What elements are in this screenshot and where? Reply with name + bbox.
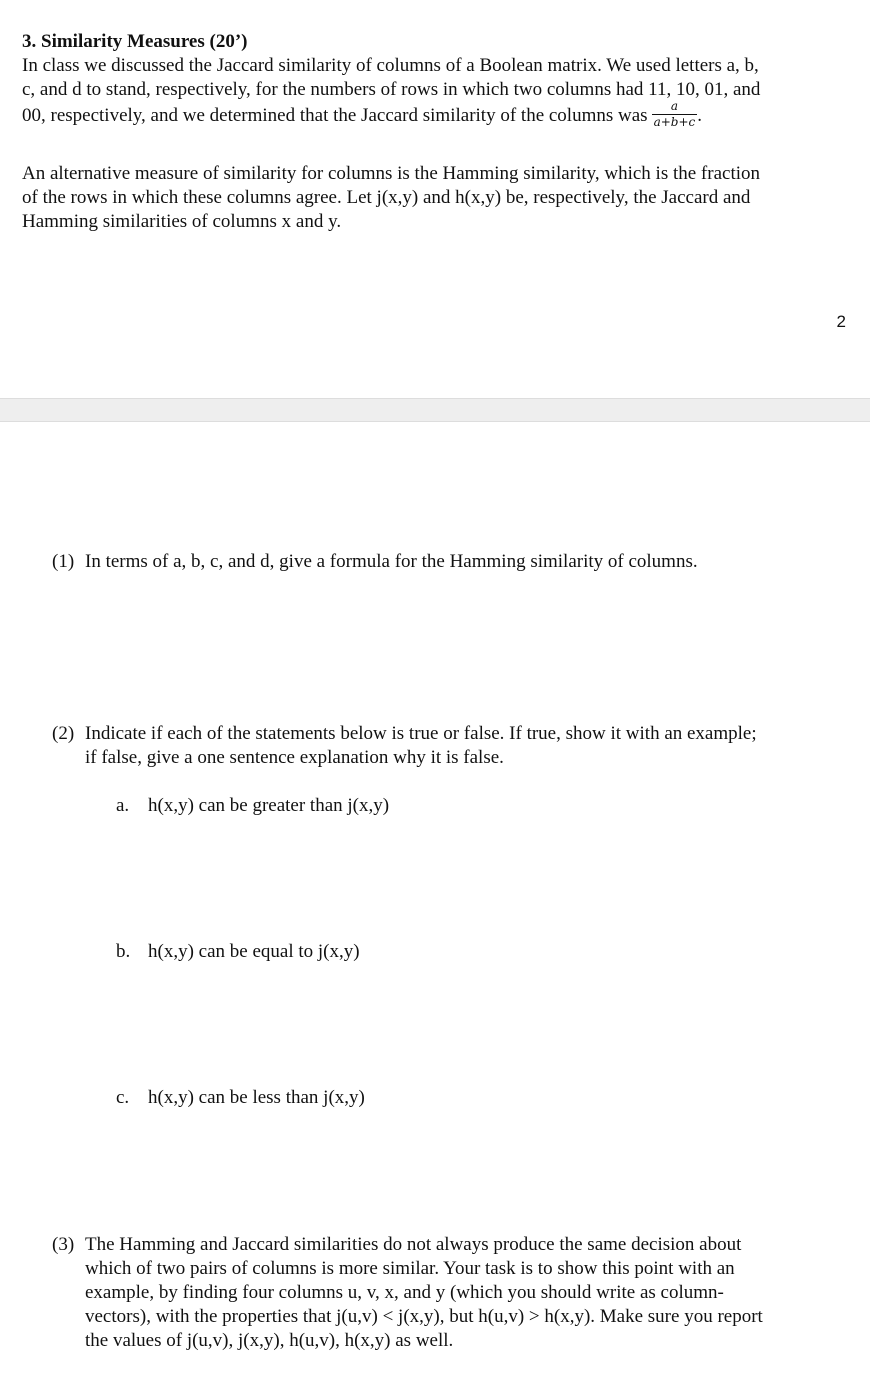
statement-b-text: h(x,y) can be equal to j(x,y) bbox=[148, 941, 360, 962]
question-2-number: (2) bbox=[52, 723, 75, 744]
section-heading: 3. Similarity Measures (20’) bbox=[22, 31, 248, 52]
fraction-trailing: . bbox=[697, 104, 702, 126]
statement-c-text: h(x,y) can be less than j(x,y) bbox=[148, 1087, 365, 1108]
alternative-paragraph bbox=[22, 162, 852, 234]
intro-line-3: 00, respectively, and we determined that the Jaccard similarity of the columns was bbox=[22, 104, 648, 126]
statement-c bbox=[116, 1086, 365, 1110]
alternative-line-1: An alternative measure of similarity for columns is the Hamming similarity, which is the fraction bbox=[22, 163, 761, 184]
statement-a-label: a. bbox=[116, 795, 130, 816]
intro-paragraph bbox=[22, 54, 852, 131]
question-1 bbox=[52, 550, 852, 574]
question-3-number: (3) bbox=[52, 1234, 75, 1255]
page-number: 2 bbox=[836, 312, 846, 331]
statement-c-label: c. bbox=[116, 1087, 130, 1108]
intro-line-3-wrap bbox=[22, 99, 852, 131]
question-2-line-1: Indicate if each of the statements below is true or false. If true, show it with an example; bbox=[85, 723, 757, 744]
question-3-line-1: The Hamming and Jaccard similarities do not always produce the same decision about bbox=[85, 1234, 742, 1255]
fraction-numerator: a bbox=[670, 99, 678, 113]
jaccard-fraction bbox=[652, 100, 698, 129]
question-1-text: In terms of a, b, c, and d, give a formula for the Hamming similarity of columns. bbox=[85, 551, 698, 572]
statement-b bbox=[116, 940, 360, 964]
page-separator bbox=[0, 398, 870, 422]
intro-line-2: c, and d to stand, respectively, for the numbers of rows in which two columns had 11, 10, 01, and bbox=[22, 79, 761, 100]
alternative-line-2: of the rows in which these columns agree. Let j(x,y) and h(x,y) be, respectively, the Jaccard and bbox=[22, 187, 751, 208]
question-2-line-2: if false, give a one sentence explanation why it is false. bbox=[85, 747, 504, 768]
question-3-line-4: vectors), with the properties that j(u,v) < j(x,y), but h(u,v) > h(x,y). Make sure you report bbox=[85, 1306, 763, 1327]
question-3-line-3: example, by finding four columns u, v, x, and y (which you should write as column- bbox=[85, 1282, 724, 1303]
question-3-line-5: the values of j(u,v), j(x,y), h(u,v), h(x,y) as well. bbox=[85, 1330, 454, 1351]
question-2 bbox=[52, 722, 852, 770]
fraction-denominator: a+b+c bbox=[653, 115, 696, 129]
alternative-line-3: Hamming similarities of columns x and y. bbox=[22, 211, 342, 232]
question-3-line-2: which of two pairs of columns is more similar. Your task is to show this point with an bbox=[85, 1258, 735, 1279]
statement-a bbox=[116, 794, 389, 818]
intro-line-1: In class we discussed the Jaccard similarity of columns of a Boolean matrix. We used letters a, b, bbox=[22, 55, 759, 76]
question-1-number: (1) bbox=[52, 551, 75, 572]
question-3 bbox=[52, 1233, 852, 1353]
page-1 bbox=[0, 0, 870, 398]
statement-b-label: b. bbox=[116, 941, 131, 962]
statement-a-text: h(x,y) can be greater than j(x,y) bbox=[148, 795, 390, 816]
